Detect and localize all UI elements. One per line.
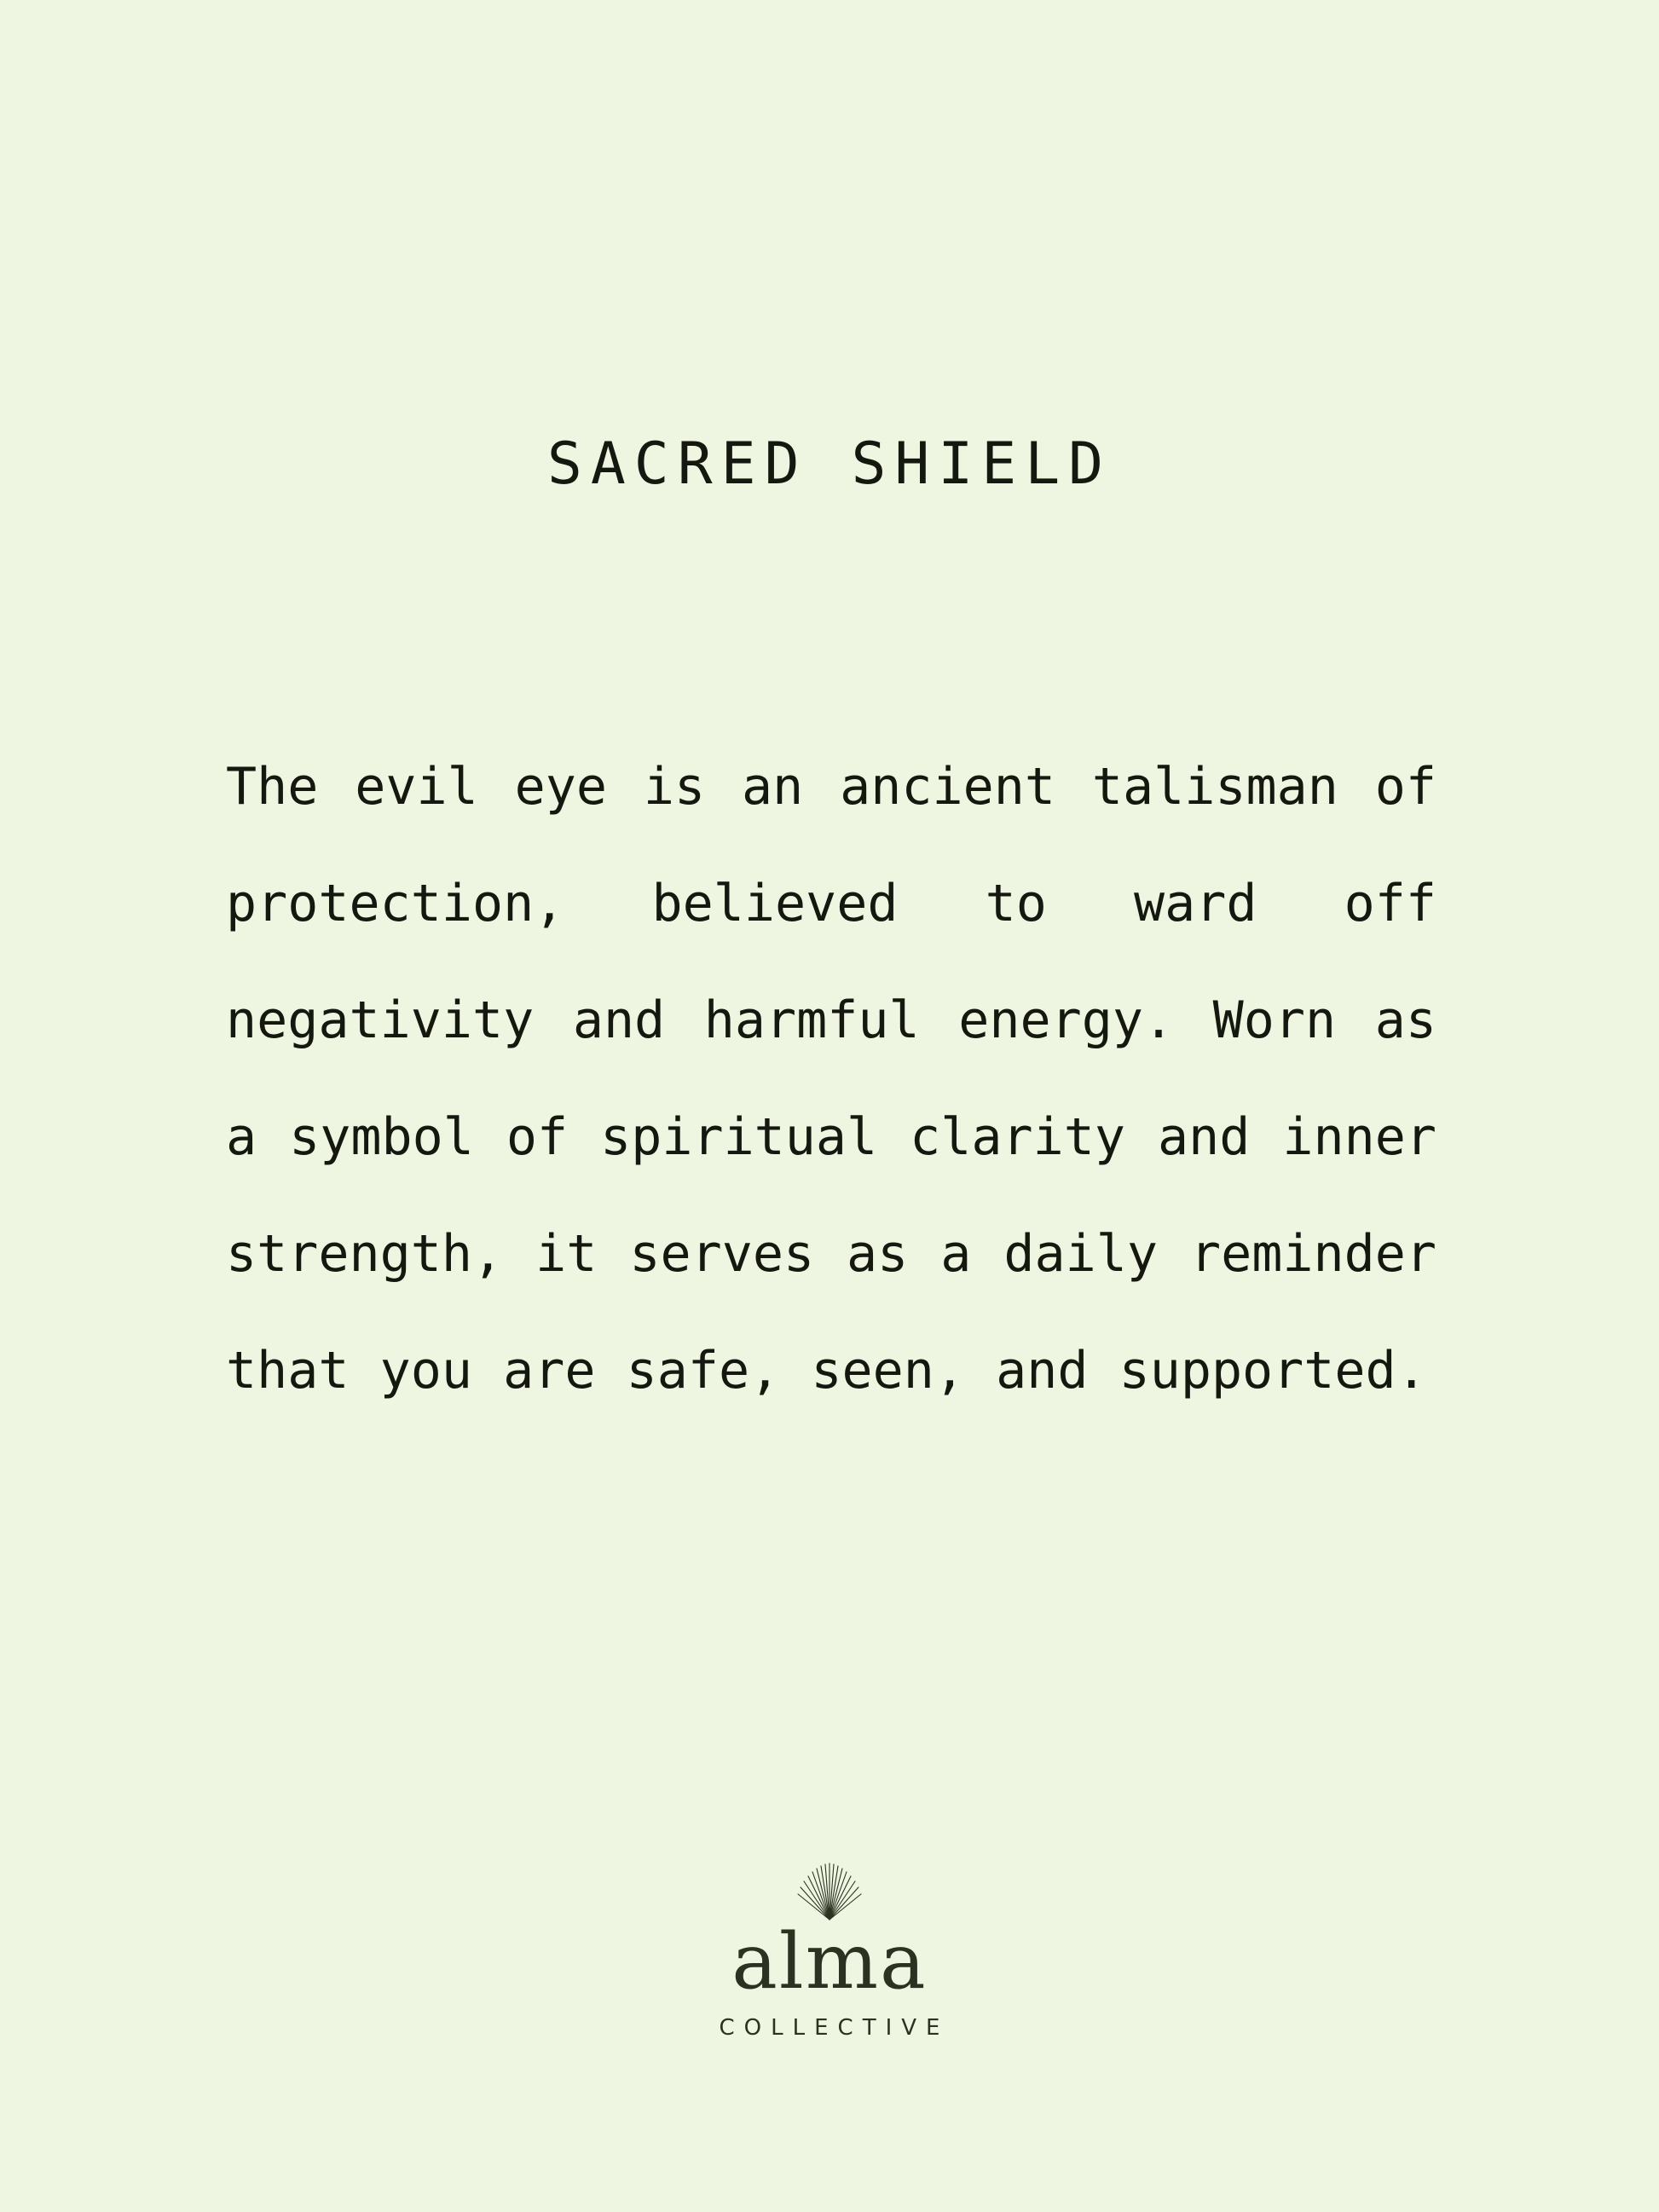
brand-lockup <box>0 1858 1659 2041</box>
brand-subtitle: COLLECTIVE <box>719 2015 950 2041</box>
sunburst-icon <box>778 1858 881 1926</box>
brand-name: alma <box>731 1917 928 2007</box>
page-title: SACRED SHIELD <box>546 430 1113 498</box>
body-paragraph: The evil eye is an ancient talisman of protection, believed to ward off negativity and harmful energy. Worn as a symbol of spiritual clarity and inner strength, it serves as a daily reminder that you are safe, seen, and supported. <box>226 757 1436 1401</box>
